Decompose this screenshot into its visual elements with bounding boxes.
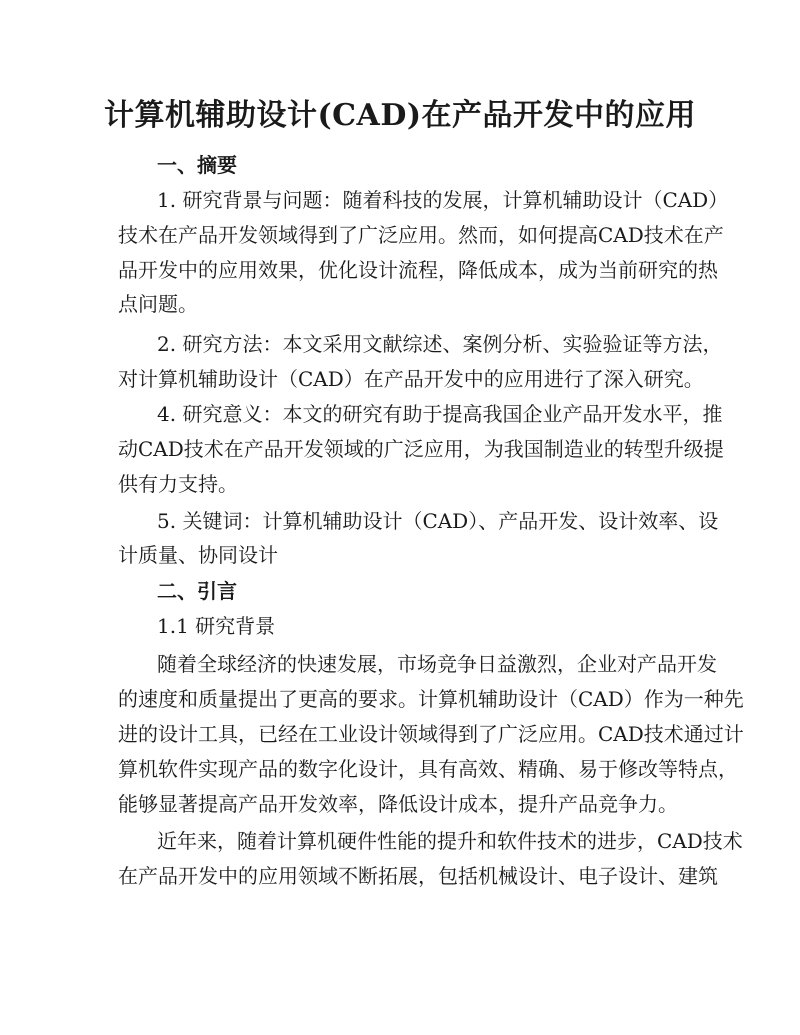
paragraph-line: 进的设计工具，已经在工业设计领域得到了广泛应用。CAD技术通过计 <box>118 722 744 746</box>
paragraph-line: 的速度和质量提出了更高的要求。计算机辅助设计（CAD）作为一种先 <box>118 687 744 711</box>
paragraph-line: 在产品开发中的应用领域不断拓展，包括机械设计、电子设计、建筑 <box>118 864 718 888</box>
paragraph-line: 点问题。 <box>118 292 198 316</box>
paragraph-line: 5. 关键词：计算机辅助设计（CAD）、产品开发、设计效率、设 <box>157 509 719 533</box>
paragraph-line: 供有力支持。 <box>118 472 238 496</box>
paragraph-line: 随着全球经济的快速发展，市场竞争日益激烈，企业对产品开发 <box>157 652 717 676</box>
paragraph-line: 技术在产品开发领域得到了广泛应用。然而，如何提高CAD技术在产 <box>118 223 724 247</box>
paragraph-line: 算机软件实现产品的数字化设计，具有高效、精确、易于修改等特点， <box>118 757 738 781</box>
paragraph-line: 1. 研究背景与问题：随着科技的发展，计算机辅助设计（CAD） <box>157 188 729 212</box>
paragraph-line: 对计算机辅助设计（CAD）在产品开发中的应用进行了深入研究。 <box>118 367 704 391</box>
paragraph-line: 计质量、协同设计 <box>118 543 278 567</box>
subsection-heading: 1.1 研究背景 <box>157 614 276 638</box>
paragraph-line: 2. 研究方法：本文采用文献综述、案例分析、实验验证等方法， <box>157 332 723 356</box>
section-heading-introduction: 二、引言 <box>157 579 237 603</box>
paragraph-line: 近年来，随着计算机硬件性能的提升和软件技术的进步，CAD技术 <box>157 829 743 853</box>
paragraph-line: 动CAD技术在产品开发领域的广泛应用，为我国制造业的转型升级提 <box>118 437 724 461</box>
paragraph-line: 能够显著提高产品开发效率，降低设计成本，提升产品竞争力。 <box>118 792 678 816</box>
paragraph-line: 4. 研究意义：本文的研究有助于提高我国企业产品开发水平，推 <box>157 402 723 426</box>
paragraph-line: 品开发中的应用效果，优化设计流程，降低成本，成为当前研究的热 <box>118 258 718 282</box>
section-heading-abstract: 一、摘要 <box>157 153 237 177</box>
document-title: 计算机辅助设计(CAD)在产品开发中的应用 <box>103 98 697 133</box>
